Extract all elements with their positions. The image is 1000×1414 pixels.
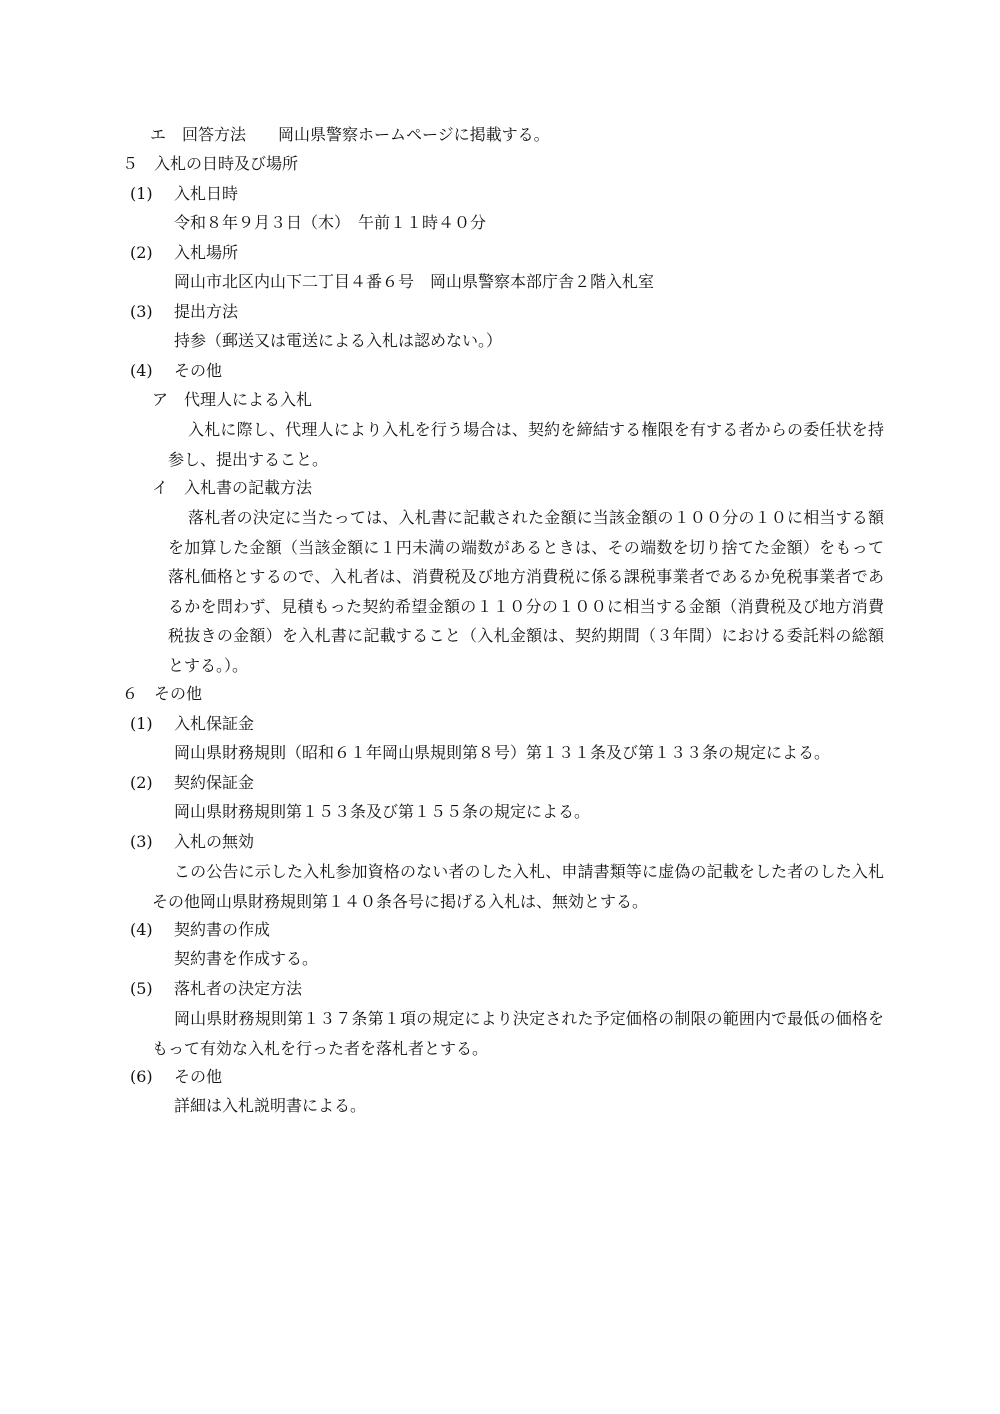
bid-form-method-body: 落札者の決定に当たっては、入札書に記載された金額に当該金額の１００分の１０に相当する額を加算した金額（当該金額に１円未満の端数があるときは、その端数を切り捨てた金額）をもって落札価格とするので、入札者は、消費税及び地方消費税に係る課税事業者であるか免税事業者であるかを問わず、見積もった契約希望金額の１１０分の１００に相当する金額（消費税及び地方消費税抜きの金額）を入札書に記載すること（入札金額は、契約期間（３年間）における委託料の総額とする。）。 bbox=[168, 508, 884, 675]
item-number: (4) bbox=[130, 920, 153, 939]
answer-method-line: エ 回答方法 岡山県警察ホームページに掲載する。 bbox=[150, 125, 550, 144]
bid-datetime-title: 入札日時 bbox=[174, 184, 239, 203]
section-6-heading: ６ その他 bbox=[122, 684, 203, 703]
bid-form-method-title: イ 入札書の記載方法 bbox=[152, 478, 313, 497]
contract-preparation-title: 契約書の作成 bbox=[174, 920, 271, 939]
bid-deposit-title: 入札保証金 bbox=[174, 714, 255, 733]
bid-datetime-body: 令和８年９月３日（木） 午前１１時４０分 bbox=[174, 213, 487, 232]
item-number: (3) bbox=[130, 302, 153, 321]
proxy-bid-title: ア 代理人による入札 bbox=[152, 390, 313, 409]
submission-method-title: 提出方法 bbox=[174, 302, 239, 321]
item-number: (4) bbox=[130, 361, 153, 380]
winner-decision-body: 岡山県財務規則第１３７条第１項の規定により決定された予定価格の制限の範囲内で最低の価格をもって有効な入札を行った者を落札者とする。 bbox=[152, 1009, 884, 1058]
invalid-bid-body: この公告に示した入札参加資格のない者のした入札、申請書類等に虚偽の記載をした者のした入札その他岡山県財務規則第１４０条各号に掲げる入札は、無効とする。 bbox=[152, 862, 884, 911]
item-number: (2) bbox=[130, 773, 153, 792]
item-number: (1) bbox=[130, 714, 153, 733]
misc-title: その他 bbox=[174, 1067, 223, 1086]
section-5-heading: ５ 入札の日時及び場所 bbox=[122, 154, 299, 173]
misc-body: 詳細は入札説明書による。 bbox=[174, 1096, 367, 1115]
item-number: (6) bbox=[130, 1067, 153, 1086]
bid-place-title: 入札場所 bbox=[174, 243, 239, 262]
item-number: (3) bbox=[130, 832, 153, 851]
other-title: その他 bbox=[174, 361, 223, 380]
item-number: (2) bbox=[130, 243, 153, 262]
contract-preparation-body: 契約書を作成する。 bbox=[174, 949, 319, 968]
bid-deposit-body: 岡山県財務規則（昭和６１年岡山県規則第８号）第１３１条及び第１３３条の規定による。 bbox=[174, 743, 831, 762]
submission-method-body: 持参（郵送又は電送による入札は認めない。） bbox=[174, 331, 503, 350]
item-number: (1) bbox=[130, 184, 153, 203]
invalid-bid-title: 入札の無効 bbox=[174, 832, 255, 851]
winner-decision-title: 落札者の決定方法 bbox=[174, 979, 303, 998]
bid-place-body: 岡山市北区内山下二丁目４番６号 岡山県警察本部庁舎２階入札室 bbox=[174, 272, 655, 291]
contract-deposit-body: 岡山県財務規則第１５３条及び第１５５条の規定による。 bbox=[174, 802, 591, 821]
item-number: (5) bbox=[130, 979, 153, 998]
contract-deposit-title: 契約保証金 bbox=[174, 773, 255, 792]
proxy-bid-body: 入札に際し、代理人により入札を行う場合は、契約を締結する権限を有する者からの委任状を持参し、提出すること。 bbox=[168, 420, 884, 469]
